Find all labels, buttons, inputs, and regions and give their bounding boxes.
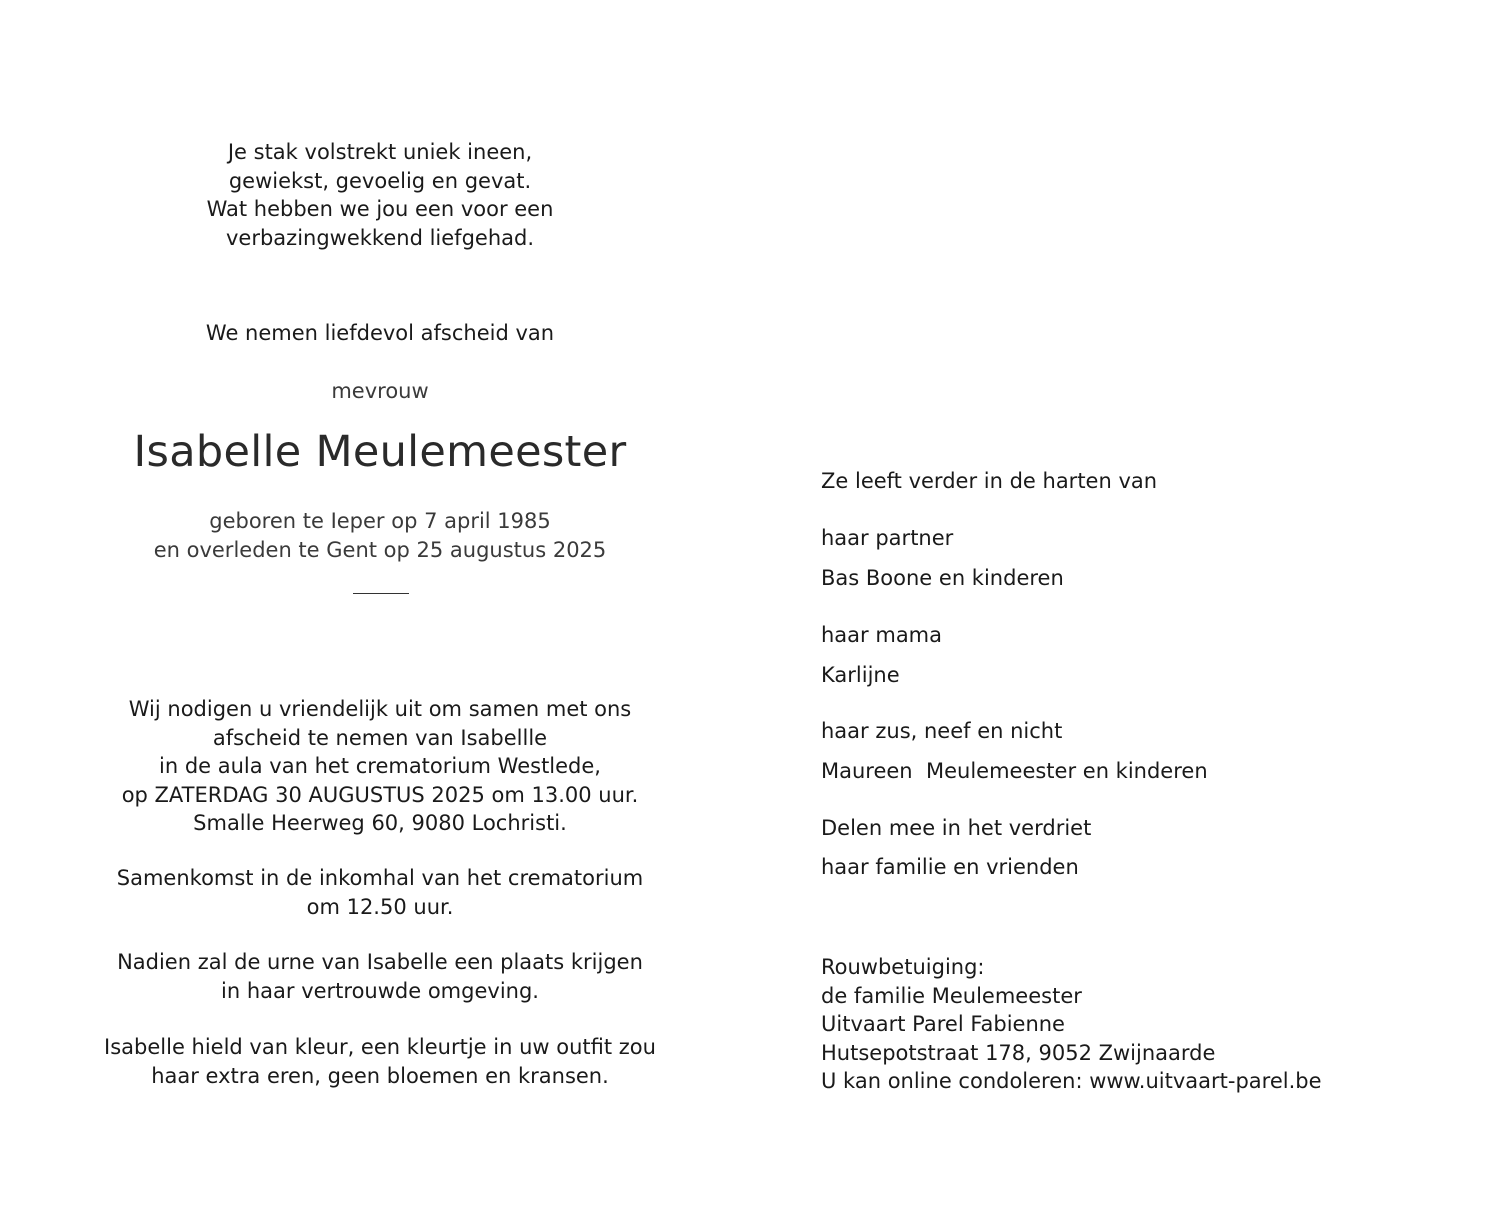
honorific: mevrouw bbox=[331, 379, 429, 403]
mourner-relation: haar partner bbox=[821, 526, 954, 550]
mourner-group bbox=[821, 814, 1461, 843]
life-dates bbox=[60, 507, 700, 564]
mourner-names: Bas Boone en kinderen bbox=[821, 566, 1064, 590]
dress-code-info bbox=[60, 1033, 700, 1090]
condolence-line: U kan online condoleren: www.uitvaart-parel.be bbox=[821, 1069, 1322, 1093]
mourner-group bbox=[821, 564, 1461, 593]
mourner-group bbox=[821, 757, 1461, 786]
mourner-names: Karlijne bbox=[821, 663, 900, 687]
mourner-group bbox=[821, 524, 1461, 553]
deceased-name: Isabelle Meulemeester bbox=[133, 427, 627, 477]
mourner-names: Maureen Meulemeester en kinderen bbox=[821, 759, 1208, 783]
invite-line: Smalle Heerweg 60, 9080 Lochristi. bbox=[193, 811, 567, 835]
mourner-relation: haar zus, neef en nicht bbox=[821, 719, 1063, 743]
invite-line: op ZATERDAG 30 AUGUSTUS 2025 om 13.00 uur. bbox=[121, 782, 639, 807]
dress-code-line: haar extra eren, geen bloemen en kransen. bbox=[151, 1063, 609, 1088]
invite-line: in de aula van het crematorium Westlede, bbox=[159, 754, 601, 778]
ceremony-invitation bbox=[60, 695, 700, 838]
farewell-intro-text: We nemen liefdevol afscheid van bbox=[205, 321, 555, 345]
condolence-line: Hutsepotstraat 178, 9052 Zwijnaarde bbox=[821, 1040, 1216, 1065]
urn-line: in haar vertrouwde omgeving. bbox=[221, 978, 539, 1003]
mourner-group bbox=[821, 661, 1461, 690]
farewell-intro bbox=[60, 319, 700, 348]
invite-line: afscheid te nemen van Isabellle bbox=[212, 725, 548, 750]
invite-line: Wij nodigen u vriendelijk uit om samen met ons bbox=[128, 697, 632, 721]
mourners-intro-text: Ze leeft verder in de harten van bbox=[821, 469, 1158, 493]
condolence-line: Uitvaart Parel Fabienne bbox=[821, 1012, 1065, 1036]
gathering-info bbox=[60, 864, 700, 921]
poem-line: Je stak volstrekt uniek ineen, bbox=[227, 140, 533, 164]
dress-code-line: Isabelle hield van kleur, een kleurtje in uw outfit zou bbox=[104, 1035, 656, 1059]
mourner-names: haar familie en vrienden bbox=[821, 855, 1079, 879]
mourners-intro bbox=[821, 467, 1461, 496]
poem-line: verbazingwekkend liefgehad. bbox=[226, 225, 534, 250]
condolence-info bbox=[821, 953, 1461, 1096]
death-line: en overleden te Gent op 25 augustus 2025 bbox=[153, 537, 607, 562]
mourner-group bbox=[821, 621, 1461, 650]
urn-line: Nadien zal de urne van Isabelle een plaats krijgen bbox=[117, 950, 643, 974]
mourner-relation: haar mama bbox=[821, 623, 943, 647]
condolence-heading: Rouwbetuiging: bbox=[821, 955, 985, 979]
birth-line: geboren te Ieper op 7 april 1985 bbox=[209, 509, 551, 533]
separator-line bbox=[353, 593, 409, 594]
mourner-group bbox=[821, 853, 1461, 882]
urn-info bbox=[60, 948, 700, 1005]
gathering-line: om 12.50 uur. bbox=[306, 894, 454, 919]
condolence-line: de familie Meulemeester bbox=[821, 983, 1082, 1008]
gathering-line: Samenkomst in de inkomhal van het crematorium bbox=[116, 866, 644, 890]
mourner-relation: Delen mee in het verdriet bbox=[821, 816, 1092, 840]
poem-line: Wat hebben we jou een voor een bbox=[206, 197, 554, 221]
mourner-group bbox=[821, 717, 1461, 746]
poem-line: gewiekst, gevoelig en gevat. bbox=[228, 168, 532, 193]
poem bbox=[60, 138, 700, 252]
